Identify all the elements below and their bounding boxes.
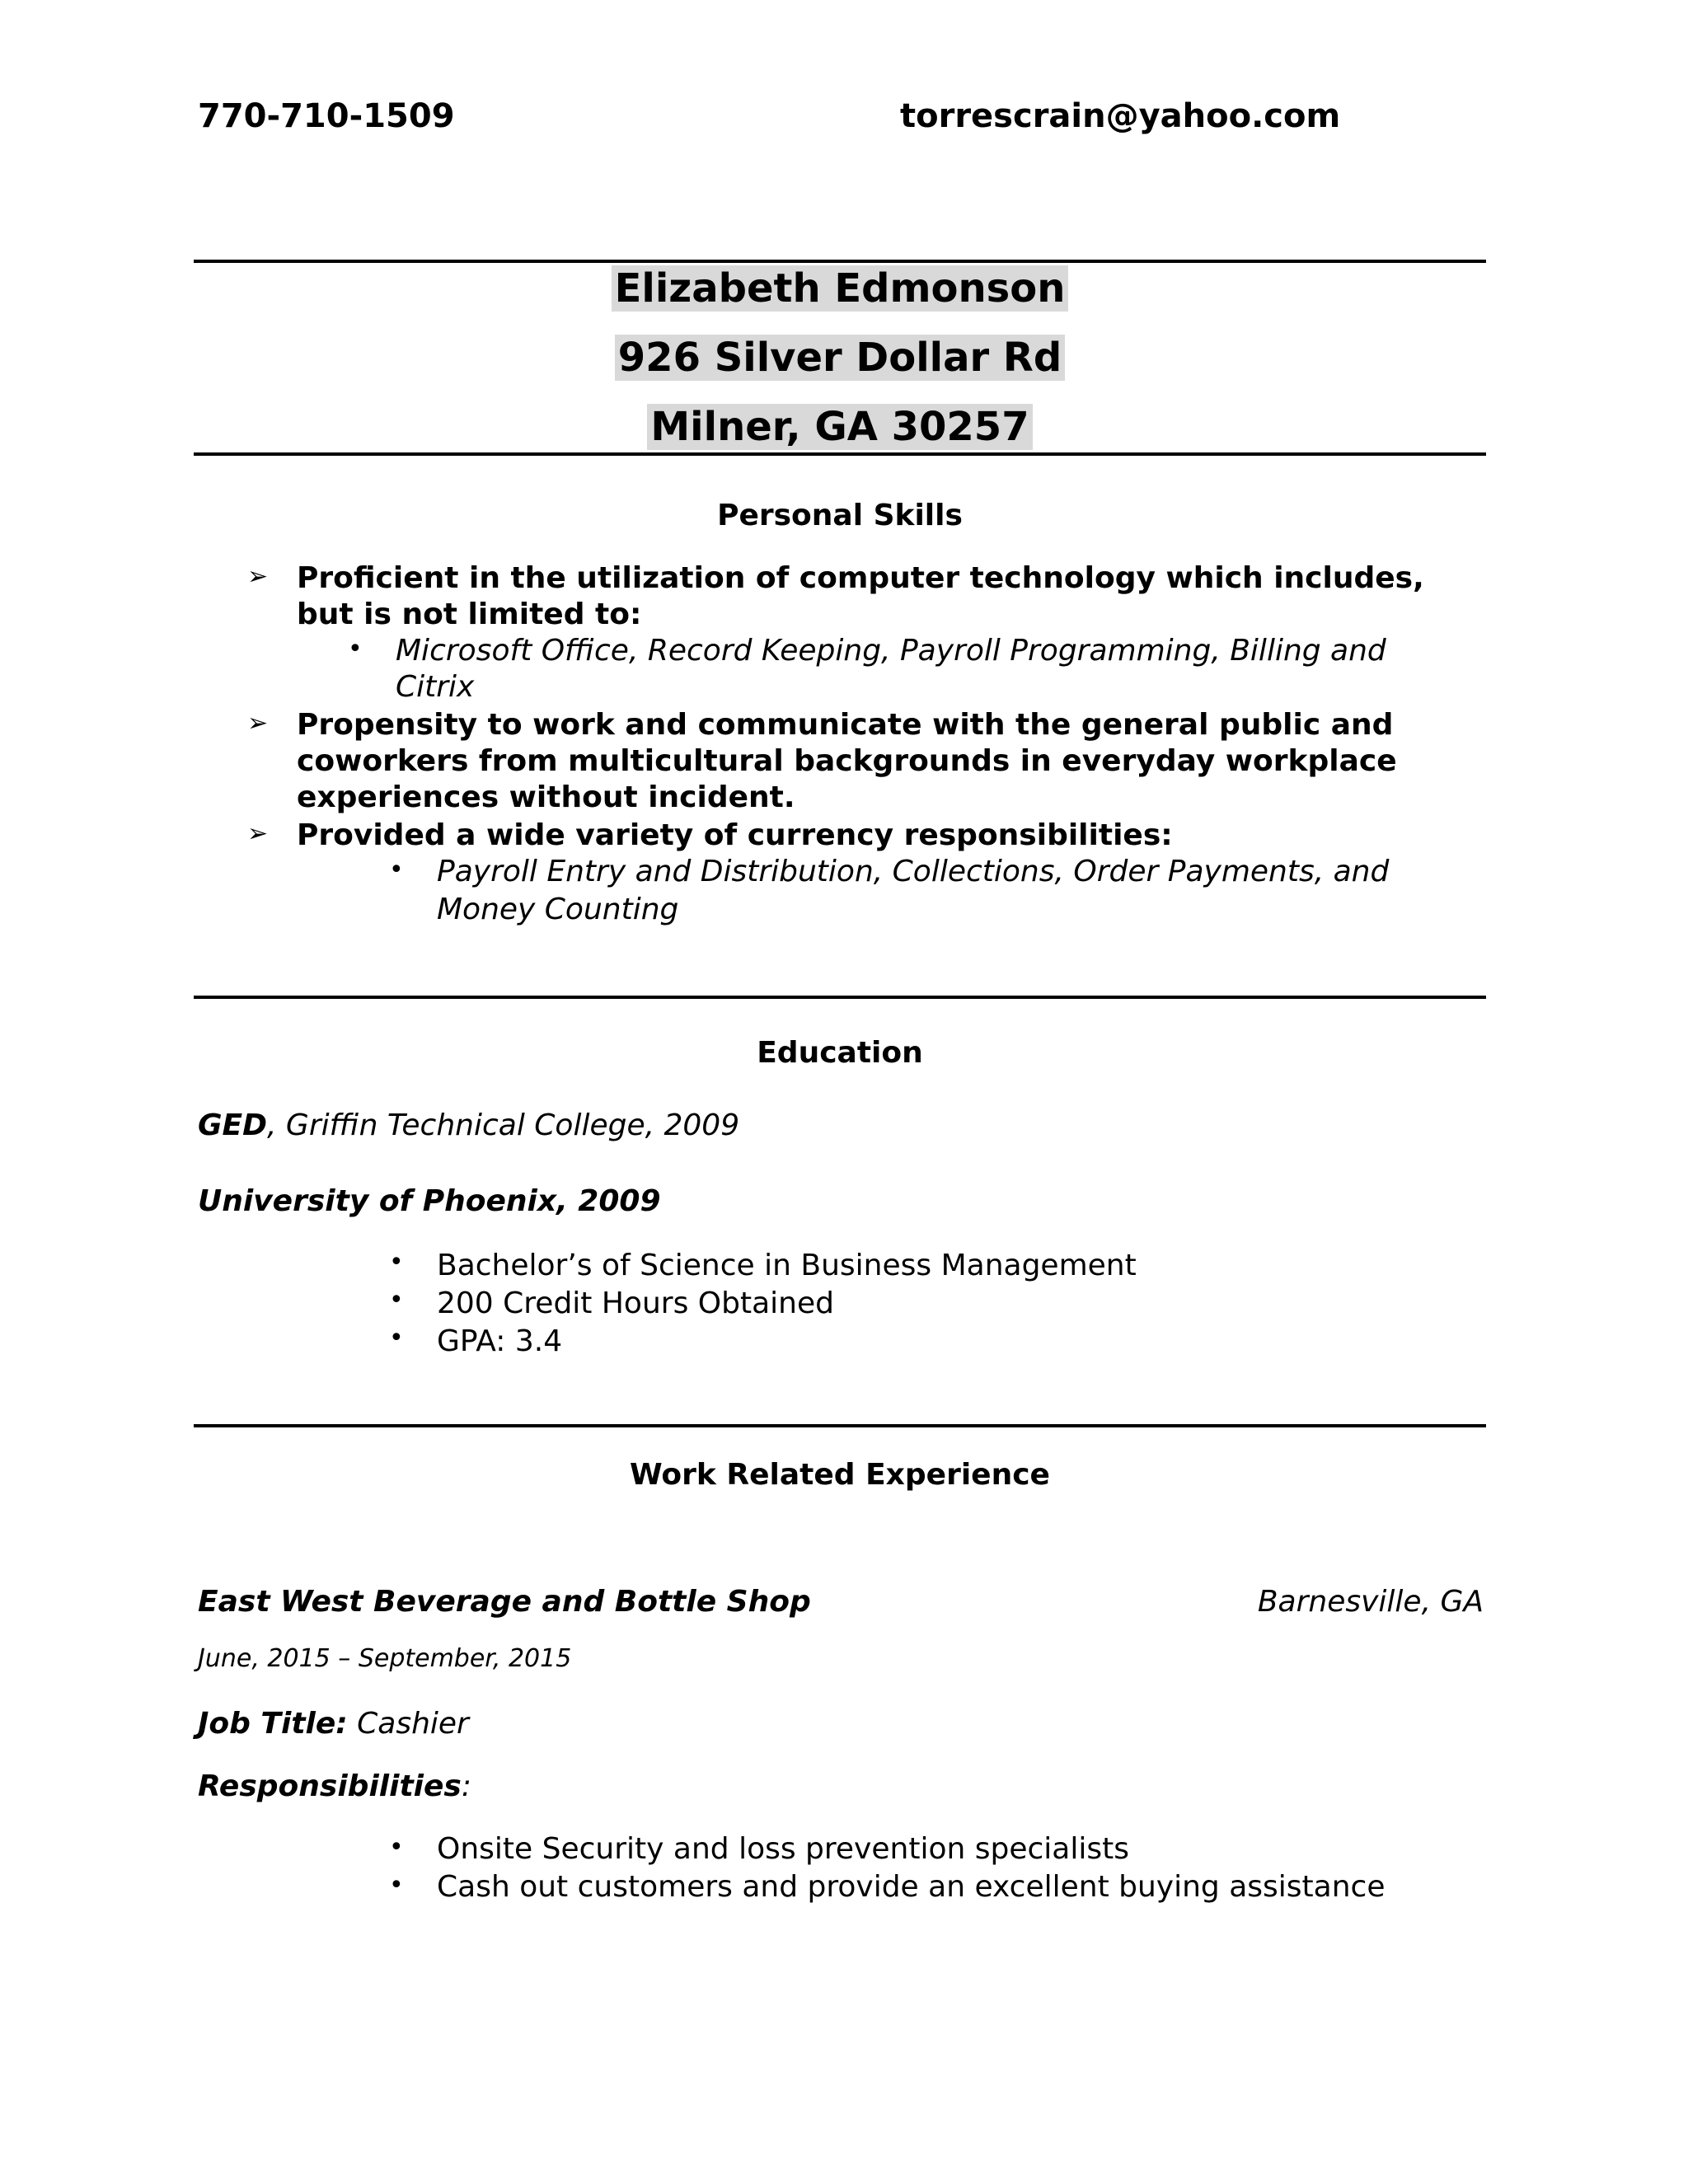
skill-1-line-2: but is not limited to: (297, 598, 642, 631)
address-line-2 (194, 404, 1486, 450)
skill-3-sub-line-2: Money Counting (437, 893, 679, 926)
bullet-icon: • (389, 1286, 404, 1315)
responsibility-2: Cash out customers and provide an excellent buying assistance (437, 1870, 1386, 1904)
skills-heading: Personal Skills (717, 499, 963, 532)
bullet-icon: • (389, 855, 404, 884)
bullet-icon: • (348, 635, 363, 663)
top-divider (194, 260, 1486, 263)
university-name: University of Phoenix, 2009 (198, 1184, 661, 1218)
bullet-icon: • (389, 1833, 404, 1862)
city-state-zip: Milner, GA 30257 (647, 404, 1032, 450)
responsibilities-colon: : (461, 1769, 471, 1803)
skill-2-line-1: Propensity to work and communicate with the general public and (297, 708, 1394, 742)
experience-heading: Work Related Experience (630, 1458, 1050, 1492)
ged-label: GED (198, 1108, 268, 1142)
responsibilities-line (198, 1769, 471, 1805)
responsibility-1: Onsite Security and loss prevention specialists (437, 1832, 1129, 1866)
name-line (194, 265, 1486, 312)
education-bullet-1: Bachelor’s of Science in Business Management (437, 1249, 1137, 1282)
arrow-bullet-icon: ➢ (247, 709, 269, 738)
education-bullet-2: 200 Credit Hours Obtained (437, 1286, 834, 1320)
phone-number: 770-710-1509 (198, 97, 455, 135)
skill-3-line-1: Provided a wide variety of currency responsibilities: (297, 818, 1173, 852)
job-title-value: Cashier (357, 1707, 469, 1741)
header-bottom-divider (194, 452, 1486, 456)
job-title-line (198, 1706, 469, 1742)
ged-line (198, 1108, 739, 1144)
education-heading: Education (757, 1036, 923, 1070)
arrow-bullet-icon: ➢ (247, 562, 269, 591)
skill-1-sub-line-1: Microsoft Office, Record Keeping, Payroll Programming, Billing and (396, 634, 1386, 668)
street-address: 926 Silver Dollar Rd (615, 335, 1065, 381)
skill-2-line-3: experiences without incident. (297, 780, 795, 814)
applicant-name: Elizabeth Edmonson (612, 265, 1069, 312)
skill-1-sub-line-2: Citrix (396, 670, 475, 704)
bullet-icon: • (389, 1871, 404, 1900)
job-title-label: Job Title: (198, 1707, 348, 1741)
employer-name: East West Beverage and Bottle Shop (198, 1585, 811, 1619)
bullet-icon: • (389, 1324, 404, 1352)
bullet-icon: • (389, 1248, 404, 1277)
education-divider (194, 996, 1486, 999)
education-bullet-3: GPA: 3.4 (437, 1324, 563, 1358)
email-address[interactable]: torrescrain@yahoo.com (900, 97, 1341, 135)
skill-3-sub-line-1: Payroll Entry and Distribution, Collections, Order Payments, and (437, 855, 1390, 888)
experience-divider (194, 1424, 1486, 1427)
responsibilities-label: Responsibilities (198, 1769, 462, 1803)
skill-2-line-2: coworkers from multicultural backgrounds in everyday workplace (297, 744, 1397, 778)
arrow-bullet-icon: ➢ (247, 819, 269, 848)
ged-details: , Griffin Technical College, 2009 (267, 1108, 740, 1142)
employment-dates: June, 2015 – September, 2015 (198, 1644, 572, 1673)
skill-1-line-1: Proficient in the utilization of computer technology which includes, (297, 561, 1424, 595)
address-line-1 (194, 335, 1486, 381)
employer-location: Barnesville, GA (1257, 1585, 1484, 1619)
